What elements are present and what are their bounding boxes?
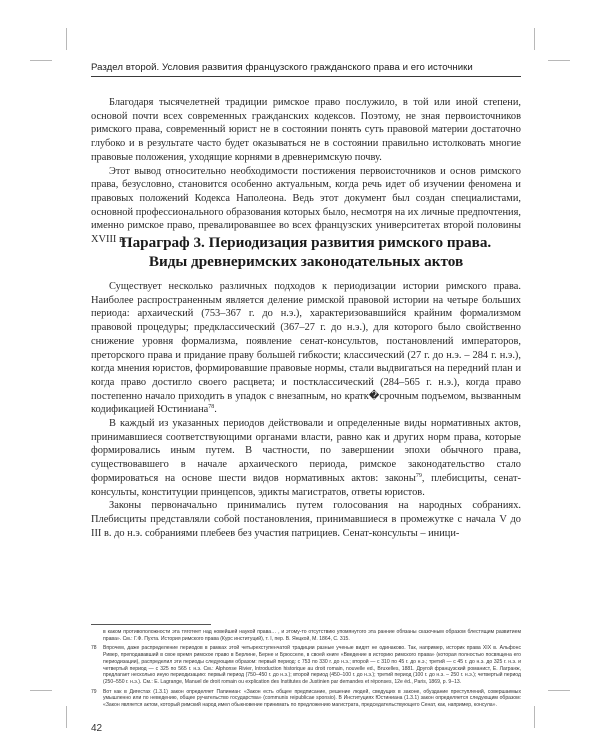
intro-text <box>91 96 521 247</box>
crop-mark <box>548 60 570 61</box>
main-paragraph-3: Законы первоначально принимались путем голосования на народных собраниях. Плебисциты представляли собой постановления, принимавшиеся в промежутке с начала V до III в. до н.э. собраниями плебеев без участия патрициев. Сенат-консульты – иници- <box>91 500 521 539</box>
footnote-number: 78 <box>91 645 97 652</box>
footnote-number: 79 <box>91 688 97 695</box>
footnotes <box>91 629 521 712</box>
paragraph-text: , плебисциты, сенат-консульты, конституции принцепсов, эдикты магистратов, ответы юристов. <box>91 472 522 498</box>
footnote-text: Вот как в Дигестах (1.3.1) закон определяет Папиниан: «Закон есть общее предписание, решение людей, сведущих в законе, обуздание преступлений, совершаемых умышленно или по неведению, общее ручательство государства» (communis reipublicae sponsio). В Институциях Юстиниана (1.3.1) закон определяется следующим образом: «Закон является актом, который римский народ имел обыкновение принимать по предложению магистрата, председательствующего Сенат, как, например, консула». <box>103 688 521 709</box>
section-title <box>91 233 521 271</box>
crop-mark <box>534 28 535 50</box>
main-paragraph-2 <box>91 417 521 499</box>
footnote-78 <box>91 645 521 685</box>
crop-mark <box>66 28 67 50</box>
intro-paragraph-1: Благодаря тысячелетней традиции римское право послужило, в той или иной степени, основой почти всех современных гражданских кодексов. Поэтому, не зная первоисточников римского права, современный юрист не в состоянии понять суть правовой материи достаточно глубоко и в результате часто будет оказываться не в состоянии правильно истолковать многие правовые положения, уходящие корнями в древнеримскую почву. <box>91 97 521 163</box>
crop-mark <box>30 690 52 691</box>
footnote-ref-78[interactable]: 78 <box>208 404 215 411</box>
paragraph-text: . <box>214 404 217 416</box>
section-title-line-1: Параграф 3. Периодизация развития римского права. <box>120 234 492 251</box>
crop-mark <box>30 60 52 61</box>
footnote-ref-79[interactable]: 79 <box>415 472 422 479</box>
main-paragraph-1 <box>91 280 521 417</box>
crop-mark <box>66 706 67 728</box>
footnote-79 <box>91 689 521 709</box>
footnote-text: Впрочем, даже распределение периодов в рамках этой четырехступенчатой традиции разные ученые видят не одинаково. Так, например, историк права XIX в. Альфонс Ривер, преподававший в свое время римское право в Берлине, Берне и Брюсселе, в своей книге «Введение в историю римского права» (которая полностью посвящена его периодизации), распределил эти периоды следующим образом: первый период: с 753 по 330 г. до н.э.; второй — с 310 по 45 г. до н.э.; третий — с 45 г. до н.э. до 325 г. н.э. и четвертый период — с 325 по 565 г. н.э. См.: Alphonse Rivier, Introduction historique au droit romain, nouvelle ed., Bruxelles, 1881. Другой французский романист, Е. Лагранж, предлагает несколько иную периодизацию: первый период (750–450 г. до н.э.); второй период (450–100 г. до н.э.); третий период (100 г. до н.э. – 250 г. н.э.); четвертый период (250–550 г. н.э.). См.: E. Lagrange, Manuel de droit romain ou explication des Institutes de Justinien par demandes et réponses, 12e éd., Paris, 1869, p. 9–13. <box>103 645 521 685</box>
main-text <box>91 280 521 540</box>
running-head: Раздел второй. Условия развития французского гражданского права и его источники <box>91 62 521 77</box>
section-title-line-2: Виды древнеримских законодательных актов <box>148 253 464 270</box>
paragraph-text: Существует несколько различных подходов к периодизации истории римского права. Наиболее распространенным является деление римской правовой истории на четыре больших периода: архаический (753–367 г. до н.э.), характеризовавшийся крайним формализмом правовой процедуры; предклассический (367–27 г. до н.э.), для которого было свойственно снижение уровня формализма, появление сенат-консультов, постановлений императоров, преторского права и придание праву большей гибкости; классический (27 г. до н.э. – 284 г. н.э.), когда мнения юристов, формировавшие правовые нормы, стали выдвигаться на передний план и когда право достигло своего расцвета; и постклассический (284–565 г. н.э.), когда право постепенно начало приходить в упадок с внезапным, но кратк�срочным подъемом, вызванным кодификацией Юстиниана <box>91 281 521 416</box>
footnote-continuation: в каком противоположности эта тяготеет над новейшей наукой права… , и этому-то отсутствию упомянутого эта ранние обязаны сказочным образом блестящим развитием права». См.: Г.Ф. Пухта. История римского права (Курс институций), т. I, пер. В. Янцкой, М. 1864, С. 315. <box>103 629 521 642</box>
crop-mark <box>548 690 570 691</box>
page-number: 42 <box>91 723 103 734</box>
crop-mark <box>534 706 535 728</box>
intro-paragraph-2: Этот вывод относительно необходимости постижения первоисточников и основ римского права, безусловно, становится особенно актуальным, когда речь идет об изучении феномена и правовых положений Кодекса Наполеона. Ведь этот документ был создан специалистами, основной профессионального образования которых было, несмотря на их личные предпочтения, именно римское право, превалировавшее во всех французских университетах второй половины XVIII в. <box>91 165 521 246</box>
footnote-rule <box>91 624 211 625</box>
paragraph-text: В каждый из указанных периодов действовали и определенные виды нормативных актов, принимавшиеся соответствующими органами власти, равно как и других норм права, которые формировались иным путем. В частности, по завершении эпохи обычного права, существовавшего в начале архаического периода, римское законодательство стало формироваться на основе шести видов нормативных актов: законы <box>91 418 521 484</box>
